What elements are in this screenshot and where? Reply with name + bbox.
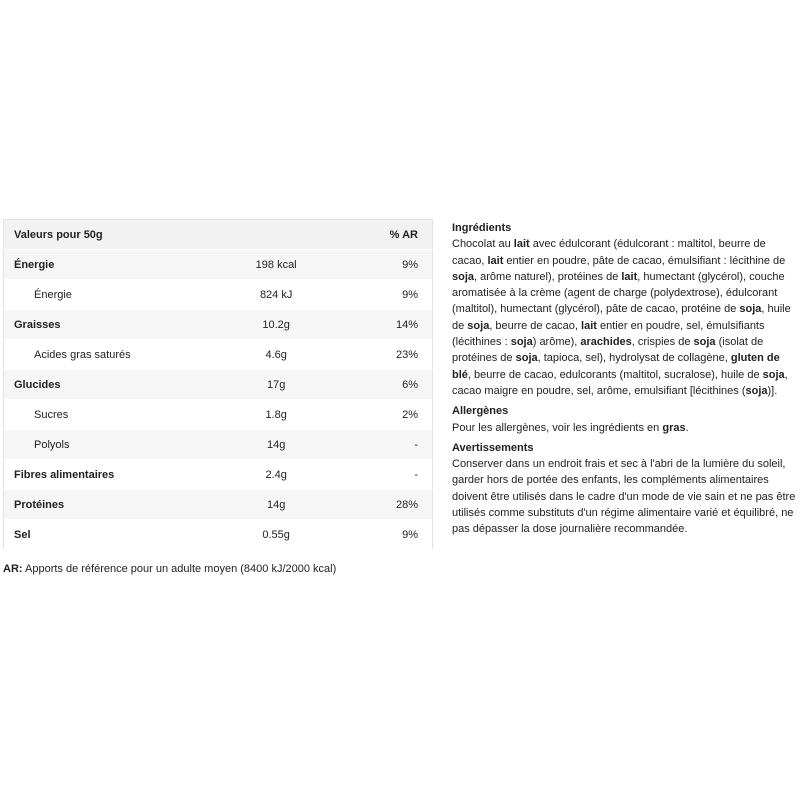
ar-footnote (3, 563, 336, 575)
nutrient-value: 14g (226, 430, 327, 460)
text-segment: , cacao maigre en poudre, sel, arôme, emulsifiant [lécithines ( (452, 368, 788, 397)
nutrient-ar: - (327, 460, 433, 490)
bold-allergen-term: lait (487, 254, 504, 267)
nutrient-value: 198 kcal (226, 250, 327, 280)
table-row (4, 340, 433, 370)
nutrient-ar: 6% (327, 370, 433, 400)
text-segment: avec édulcorant (édulcorant : maltitol, beurre de cacao, (452, 238, 766, 267)
text-segment: , humectant (glycérol), couche aromatisée à la crème (agent de charge (polydextrose), édulcorant (maltitol), humectant (glycérol), pâte de cacao, protéine de (452, 270, 785, 316)
allergens-text (452, 420, 797, 436)
nutrient-name: Énergie (4, 250, 226, 280)
nutrient-ar: 9% (327, 520, 433, 550)
nutrient-value: 0.55g (226, 520, 327, 550)
table-row (4, 520, 433, 550)
text-segment: Chocolat au (452, 238, 514, 251)
table-row (4, 490, 433, 520)
bold-allergen-term: lait (621, 270, 638, 283)
text-segment: , tapioca, sel), hydrolysat de collagène, (537, 352, 731, 365)
bold-allergen-term: soja (739, 303, 762, 316)
nutrient-ar: - (327, 430, 433, 460)
header-servings: Valeurs pour 50g (4, 220, 226, 250)
text-segment: . (685, 421, 689, 434)
bold-allergen-term: soja (515, 352, 538, 365)
nutrient-value: 10.2g (226, 310, 327, 340)
bold-allergen-term: soja (745, 384, 768, 397)
text-segment: ) arôme), (532, 336, 581, 349)
nutrient-name: Polyols (4, 430, 226, 460)
table-row (4, 250, 433, 280)
table-header-row (4, 220, 433, 250)
text-segment: , beurre de cacao, (489, 319, 582, 332)
table-row (4, 310, 433, 340)
text-segment: , arôme naturel), protéines de (474, 270, 622, 283)
allergens-section (452, 403, 797, 436)
nutrient-value: 4.6g (226, 340, 327, 370)
table-row (4, 430, 433, 460)
warnings-title: Avertissements (452, 441, 534, 454)
nutrition-table (3, 219, 433, 550)
nutrient-ar: 28% (327, 490, 433, 520)
table-row (4, 370, 433, 400)
text-segment: entier en poudre, sel, émulsifiants (lécithines : (452, 319, 765, 349)
bold-allergen-term: lait (513, 238, 530, 251)
table-row (4, 460, 433, 490)
nutrient-value: 824 kJ (226, 280, 327, 310)
header-ar: % AR (327, 220, 433, 250)
nutrient-ar: 9% (327, 250, 433, 280)
text-segment: Pour les allergènes, voir les ingrédients en (452, 421, 663, 434)
nutrient-value: 14g (226, 490, 327, 520)
nutrient-name: Sucres (4, 400, 226, 430)
text-segment: , huile de (452, 303, 791, 332)
nutrient-value: 1.8g (226, 400, 327, 430)
bold-allergen-term: soja (452, 270, 475, 283)
bold-allergen-term: arachides (580, 336, 632, 349)
allergens-title: Allergènes (452, 405, 509, 418)
nutrient-name: Glucides (4, 370, 226, 400)
bold-allergen-term: soja (510, 336, 533, 349)
bold-allergen-term: soja (762, 368, 785, 381)
nutrient-name: Sel (4, 520, 226, 550)
nutrient-name: Graisses (4, 310, 226, 340)
nutrient-name: Énergie (4, 280, 226, 310)
text-segment: , crispies de (631, 336, 694, 349)
footnote-text: Apports de référence pour un adulte moyen (8400 kJ/2000 kcal) (22, 563, 337, 575)
nutrient-ar: 2% (327, 400, 433, 430)
bold-allergen-term: lait (581, 319, 597, 332)
bold-allergen-term: soja (693, 336, 716, 349)
nutrient-name: Acides gras saturés (4, 340, 226, 370)
ingredients-text (452, 236, 797, 399)
text-segment: (isolat de protéines de (452, 336, 764, 365)
nutrient-name: Fibres alimentaires (4, 460, 226, 490)
nutrient-ar: 9% (327, 280, 433, 310)
table-row (4, 400, 433, 430)
table-row (4, 280, 433, 310)
ingredients-title: Ingrédients (452, 222, 512, 234)
text-segment: )]. (767, 384, 778, 397)
product-info (452, 220, 797, 542)
ingredients-section (452, 220, 797, 399)
bold-allergen-term: soja (467, 319, 490, 332)
text-segment: , beurre de cacao, edulcorants (maltitol, sucralose), huile de (467, 368, 763, 381)
nutrient-value: 17g (226, 370, 327, 400)
warnings-text: Conserver dans un endroit frais et sec à l'abri de la lumière du soleil, garder hors de portée des enfants, les compléments alimentaires doivent être utilisés dans le cadre d'un mode de vie sain et ne pas être utilisés comme substituts d'un régime alimentaire varié et équilibré, ne pas dépasser la dose journalière recommandée. (452, 458, 796, 536)
header-value (226, 220, 327, 250)
nutrition-rows (4, 250, 433, 550)
text-segment: entier en poudre, pâte de cacao, émulsifiant : lécithine de (503, 254, 786, 267)
nutrient-name: Protéines (4, 490, 226, 520)
footnote-label: AR: (3, 563, 23, 575)
bold-allergen-term: gras (662, 421, 686, 434)
nutrient-ar: 23% (327, 340, 433, 370)
warnings-section (452, 440, 797, 538)
nutrient-ar: 14% (327, 310, 433, 340)
nutrient-value: 2.4g (226, 460, 327, 490)
bold-allergen-term: gluten de blé (452, 352, 780, 381)
